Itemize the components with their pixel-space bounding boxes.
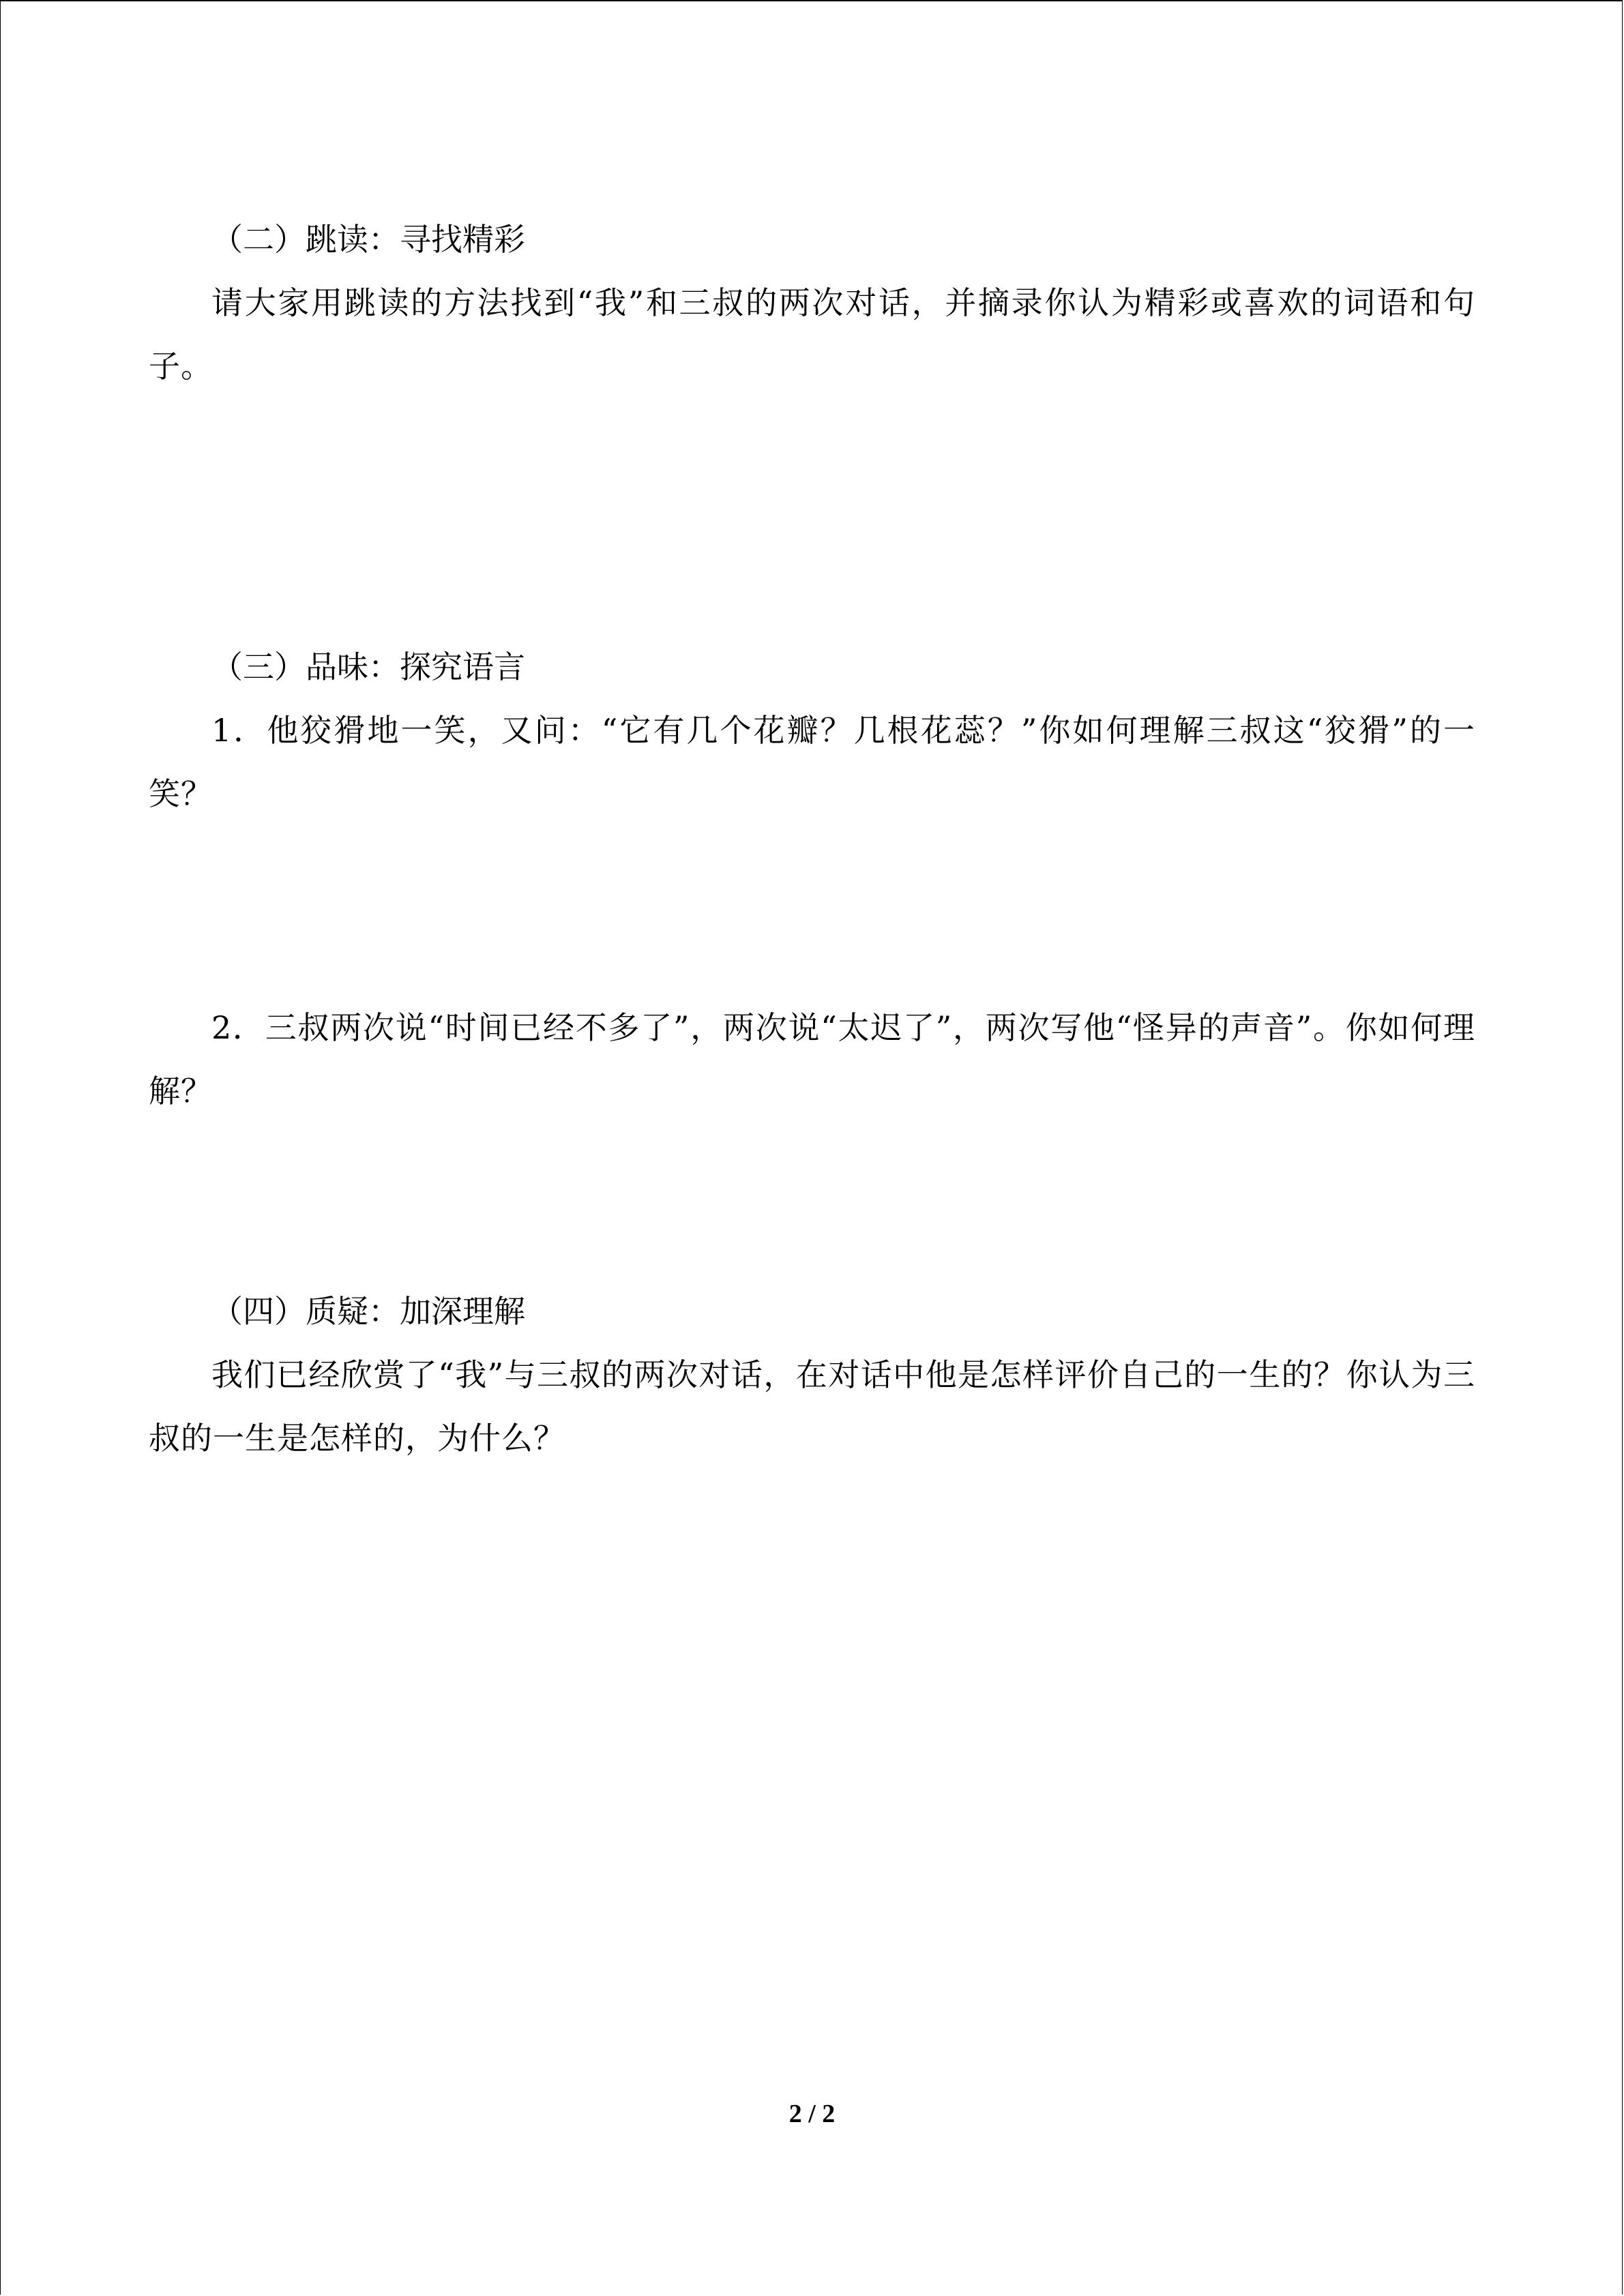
page-number: 2 / 2 [788,2100,836,2128]
question-1: 1．他狡猾地一笑，又问：“它有几个花瓣？几根花蕊？”你如何理解三叔这“狡猾”的一笑？ [149,712,1475,812]
section-heading-4: （四）质疑：加深理解 [211,1293,525,1330]
section-heading-3: （三）品味：探究语言 [211,648,525,685]
answer-space-q2 [149,1123,1475,1280]
section-body-4: 我们已经欣赏了“我”与三叔的两次对话，在对话中他是怎样评价自己的一生的？你认为三叔的一生是怎样的，为什么？ [149,1356,1475,1457]
section-heading-2: （二）跳读：寻找精彩 [211,221,525,258]
answer-space-2 [149,398,1475,636]
document-body [149,208,1475,1470]
answer-space-q1 [149,826,1475,996]
section-body-2: 请大家用跳读的方法找到“我”和三叔的两次对话，并摘录你认为精彩或喜欢的词语和句子。 [149,284,1475,385]
question-2: 2．三叔两次说“时间已经不多了”，两次说“太迟了”，两次写他“怪异的声音”。你如何理解？ [149,1009,1475,1109]
